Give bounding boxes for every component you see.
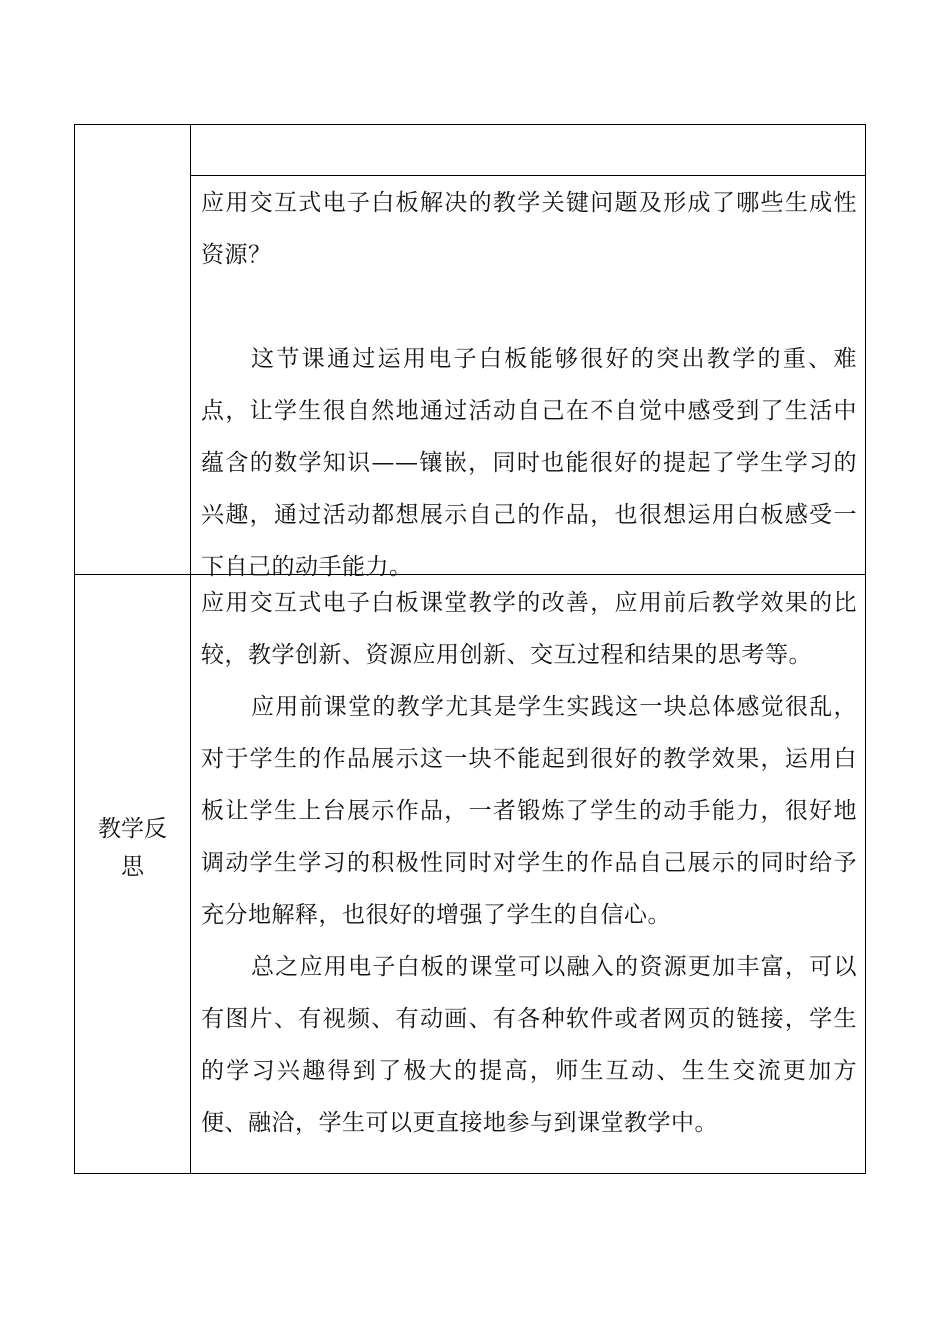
teaching-reflection-label: 教学反思 <box>98 816 167 880</box>
resource-question: 应用交互式电子白板解决的教学关键问题及形成了哪些生成性资源？ <box>201 190 857 268</box>
reflection-table <box>74 124 866 1174</box>
reflection-question: 应用交互式电子白板课堂教学的改善，应用前后教学效果的比较，教学创新、资源应用创新、交互过程和结果的思考等。 <box>201 590 857 668</box>
column-divider <box>190 125 191 1173</box>
row-divider-top <box>190 175 865 176</box>
reflection-cell <box>201 577 857 1149</box>
resource-cell <box>201 177 857 593</box>
resource-answer: 这节课通过运用电子白板能够很好的突出教学的重、难点，让学生很自然地通过活动自己在不自觉中感受到了生活中蕴含的数学知识——镶嵌，同时也能很好的提起了学生学习的兴趣，通过活动都想展示自己的作品，也很想运用白板感受一下自己的动手能力。 <box>201 346 857 580</box>
reflection-paragraph-2: 总之应用电子白板的课堂可以融入的资源更加丰富，可以有图片、有视频、有动画、有各种软件或者网页的链接，学生的学习兴趣得到了极大的提高，师生互动、生生交流更加方便、融洽，学生可以更直接地参与到课堂教学中。 <box>201 954 857 1136</box>
reflection-paragraph-1: 应用前课堂的教学尤其是学生实践这一块总体感觉很乱，对于学生的作品展示这一块不能起到很好的教学效果，运用白板让学生上台展示作品，一者锻炼了学生的动手能力，很好地调动学生学习的积极性同时对学生的作品自己展示的同时给予充分地解释，也很好的增强了学生的自信心。 <box>201 694 857 928</box>
